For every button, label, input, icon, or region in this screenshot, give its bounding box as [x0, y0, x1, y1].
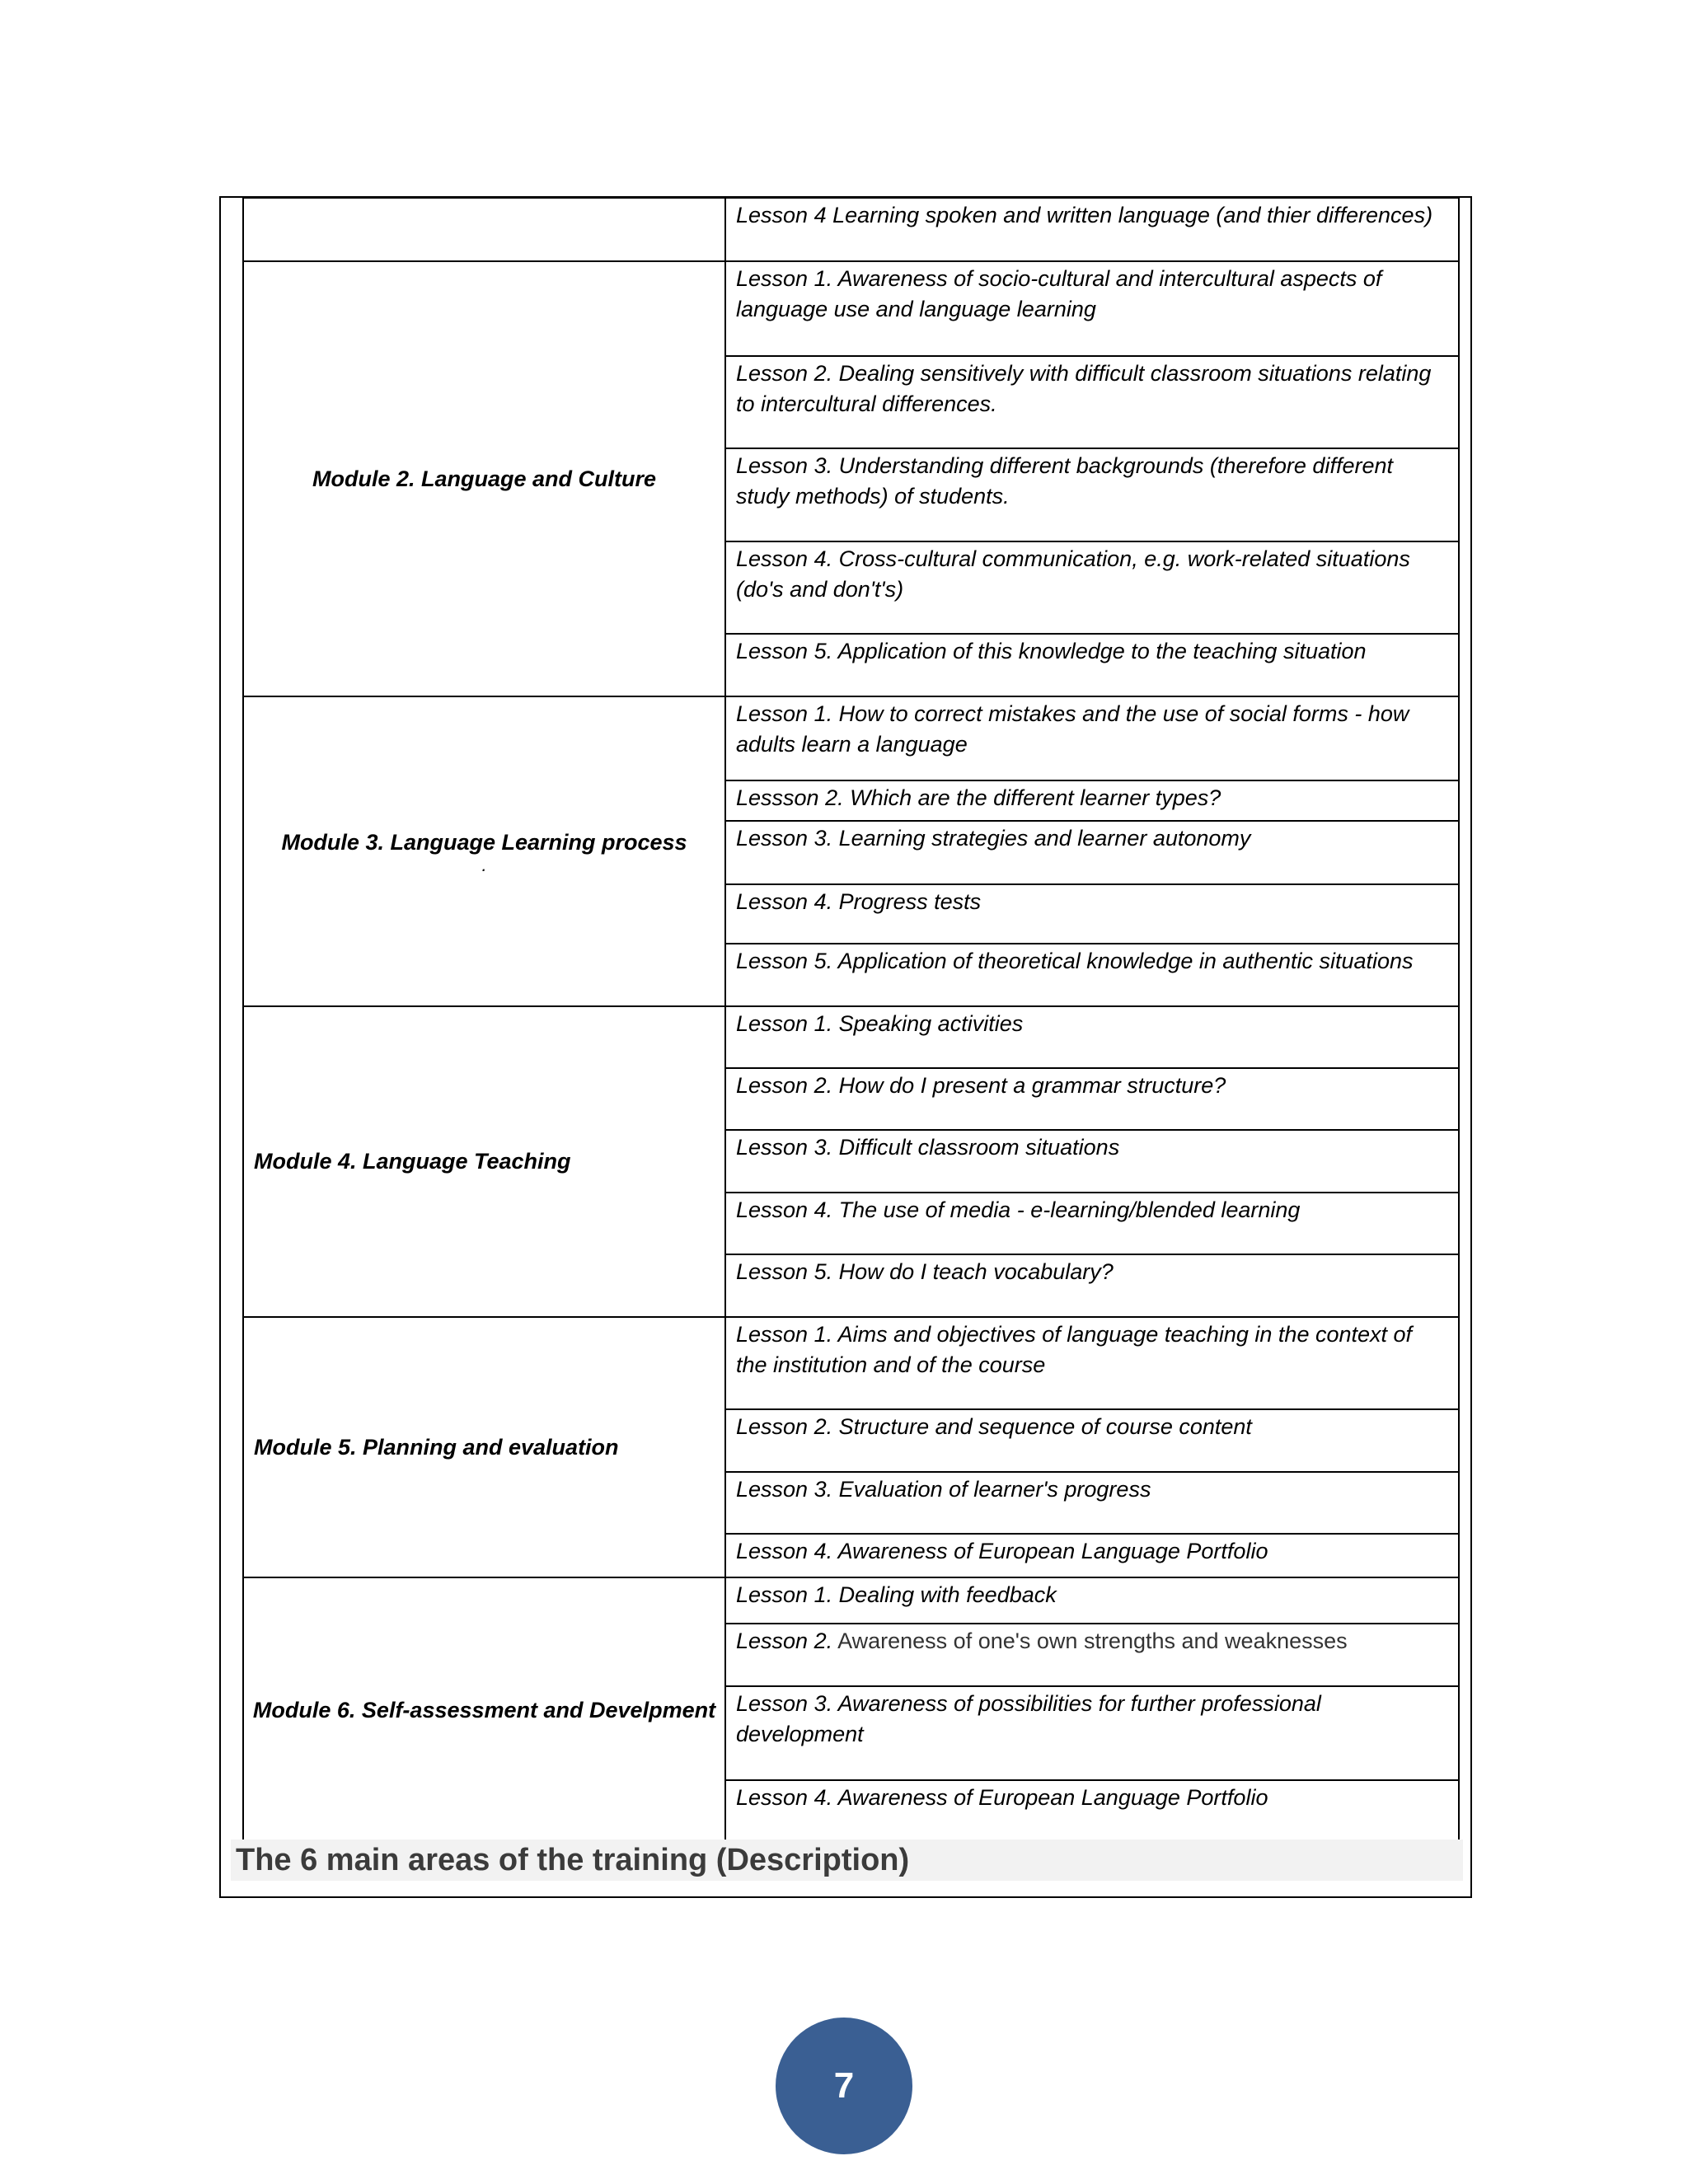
lesson-cell	[725, 1193, 1459, 1254]
lesson-cell	[725, 356, 1459, 448]
lesson-text: Lesson 4. Awareness of European Language Portfolio	[736, 1784, 1268, 1810]
lesson-cell	[725, 634, 1459, 696]
lesson-text: Lesson 2. Structure and sequence of course content	[736, 1414, 1252, 1440]
lesson-text: Lesson 1. Aims and objectives of language teaching in the context of the institution and of the course	[736, 1321, 1413, 1377]
lesson-cell	[725, 1624, 1459, 1686]
lesson-text: Lesson 1. Awareness of socio-cultural and intercultural aspects of language use and language learning	[736, 265, 1382, 321]
lesson-text: Lesson 2. How do I present a grammar structure?	[736, 1072, 1226, 1098]
lesson-cell	[725, 1006, 1459, 1068]
module-title: Module 4. Language Teaching	[254, 1149, 571, 1174]
lesson-cell	[725, 1130, 1459, 1192]
lesson-cell	[725, 780, 1459, 821]
lesson-cell	[725, 261, 1459, 356]
lesson-cell	[725, 541, 1459, 634]
lesson-text: Lessson 2. Which are the different learner types?	[736, 785, 1221, 811]
lesson-text: Lesson 4 Learning spoken and written language (and thier differences)	[736, 203, 1433, 227]
lesson-text: Lesson 5. Application of theoretical knowledge in authentic situations	[736, 949, 1414, 974]
lesson-cell	[725, 198, 1459, 261]
lesson-text: Lesson 4. Progress tests	[736, 888, 982, 914]
module-title-dot: .	[481, 854, 487, 875]
module-cell	[243, 1577, 725, 1843]
lesson-cell	[725, 1577, 1459, 1624]
lesson-text: Lesson 3. Awareness of possibilities for further professional development	[736, 1691, 1321, 1747]
lesson-cell	[725, 884, 1459, 944]
lesson-text: Lesson 5. Application of this knowledge to the teaching situation	[736, 639, 1367, 664]
lesson-text: Lesson 3. Understanding different backgrounds (therefore different study methods) of students.	[736, 453, 1393, 509]
lesson-text	[726, 1624, 1458, 1657]
lesson-text: Lesson 2. Dealing sensitively with difficult classroom situations relating to intercultural differences.	[736, 360, 1432, 416]
table-row	[243, 1577, 1459, 1624]
lesson-prefix: Lesson 2.	[736, 1629, 833, 1654]
lesson-text: Lesson 3. Learning strategies and learner autonomy	[736, 826, 1251, 851]
table-row	[243, 696, 1459, 781]
lesson-text: Lesson 1. Dealing with feedback	[736, 1582, 1057, 1607]
lesson-cell	[725, 448, 1459, 541]
lesson-text: Lesson 4. The use of media - e-learning/blended learning	[736, 1197, 1301, 1222]
table-row	[243, 198, 1459, 261]
module-title: Module 6. Self-assessment and Develpment	[252, 1697, 716, 1722]
lesson-text: Lesson 1. How to correct mistakes and the use of social forms - how adults learn a language	[736, 701, 1409, 757]
table-row	[243, 1317, 1459, 1410]
table-caption-bar	[231, 1840, 1463, 1881]
table-row	[243, 261, 1459, 356]
module-cell	[243, 261, 725, 696]
lesson-cell	[725, 1534, 1459, 1577]
lesson-cell	[725, 1317, 1459, 1410]
module-title	[244, 828, 724, 874]
lesson-text: Lesson 5. How do I teach vocabulary?	[736, 1259, 1114, 1285]
module-title-text: Module 3. Language Learning process	[281, 829, 687, 855]
lesson-cell	[725, 696, 1459, 781]
lesson-cell	[725, 1472, 1459, 1534]
module-title: Module 5. Planning and evaluation	[254, 1434, 619, 1460]
module-cell	[243, 1317, 725, 1577]
table-row	[243, 1006, 1459, 1068]
lesson-title: Awareness of one's own strengths and weaknesses	[832, 1629, 1348, 1654]
module-title: Module 2. Language and Culture	[312, 466, 657, 491]
module-cell	[243, 696, 725, 1006]
page-number: 7	[833, 2065, 855, 2106]
module-cell	[243, 1006, 725, 1317]
lesson-text: Lesson 3. Evaluation of learner's progress	[736, 1476, 1151, 1502]
lesson-cell	[725, 944, 1459, 1005]
lesson-text: Lesson 1. Speaking activities	[736, 1010, 1024, 1036]
lesson-cell	[725, 1780, 1459, 1843]
lesson-text: Lesson 4. Awareness of European Language Portfolio	[736, 1539, 1268, 1564]
lesson-cell	[725, 1068, 1459, 1130]
lesson-cell	[725, 821, 1459, 883]
lesson-text: Lesson 4. Cross-cultural communication, e.g. work-related situations (do's and don't's)	[736, 546, 1410, 602]
page-number-badge	[776, 2018, 912, 2154]
lesson-cell	[725, 1254, 1459, 1316]
module-cell-empty	[243, 198, 725, 261]
lesson-text: Lesson 3. Difficult classroom situations	[736, 1135, 1120, 1160]
module-lesson-table	[242, 196, 1460, 1844]
lesson-cell	[725, 1686, 1459, 1779]
lesson-cell	[725, 1409, 1459, 1471]
table-caption: The 6 main areas of the training (Description)	[236, 1843, 910, 1877]
